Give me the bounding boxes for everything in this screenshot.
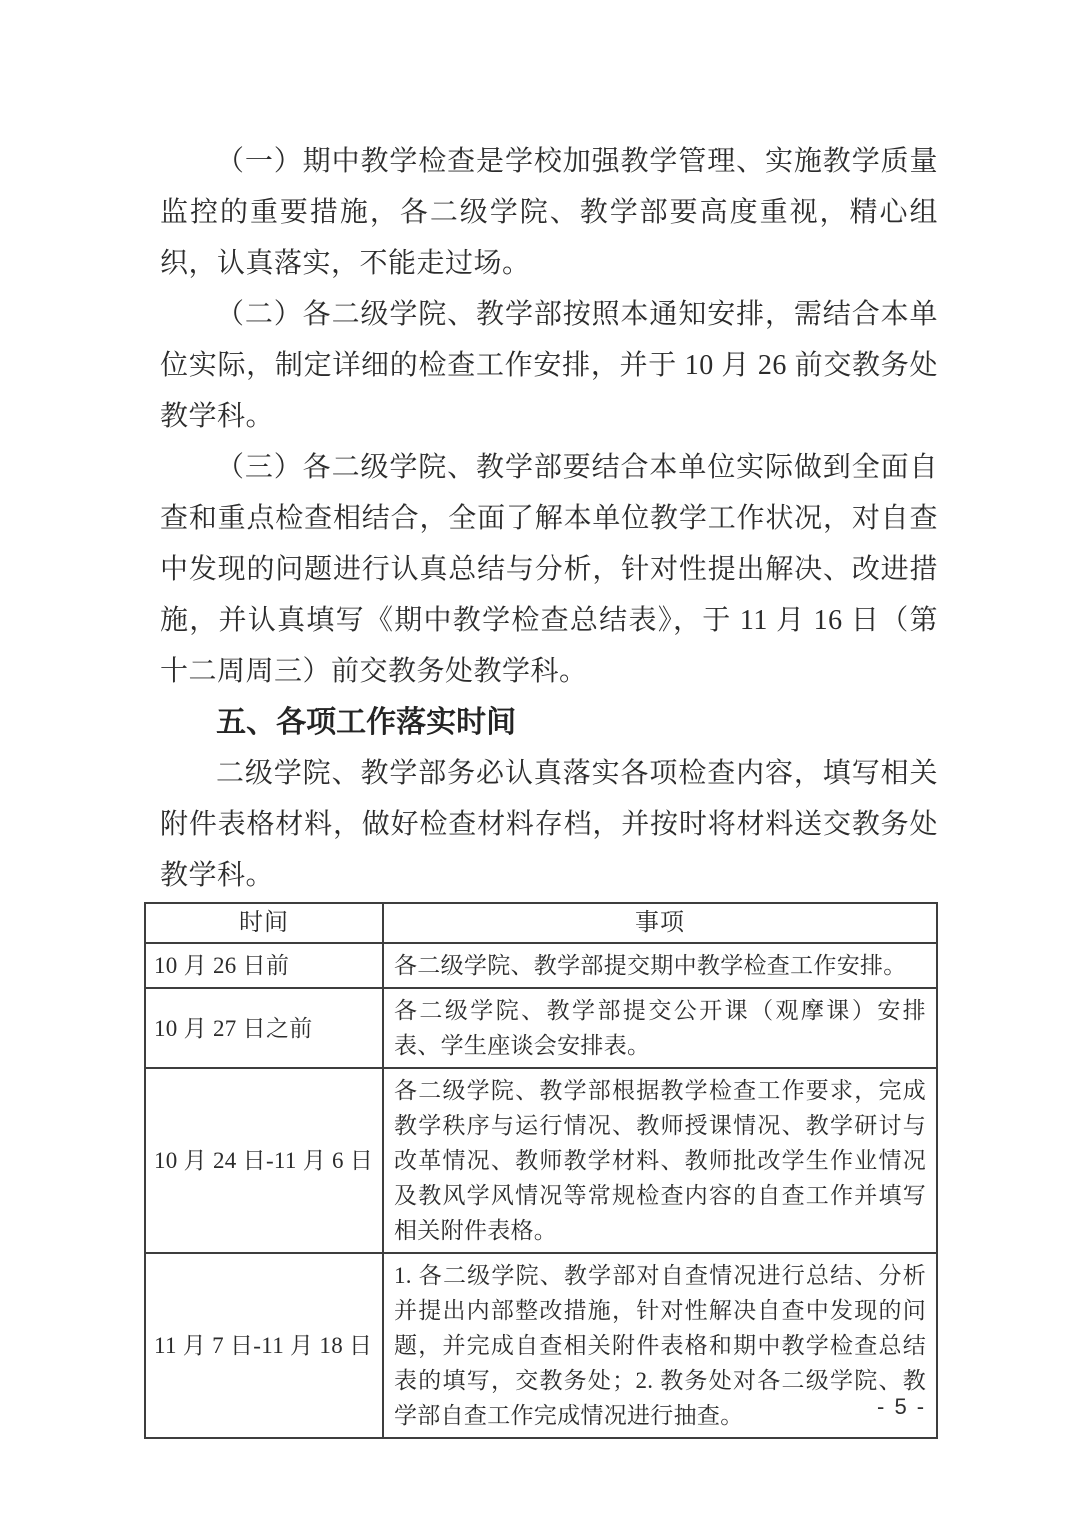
cell-time: 10 月 27 日之前 bbox=[145, 988, 383, 1068]
schedule-table bbox=[144, 902, 938, 1439]
paragraph-item-3: （三）各二级学院、教学部要结合本单位实际做到全面自查和重点检查相结合，全面了解本单位教学工作状况，对自查中发现的问题进行认真总结与分析，针对性提出解决、改进措施，并认真填写《期中教学检查总结表》，于 11 月 16 日（第十二周周三）前交教务处教学科。 bbox=[160, 452, 938, 687]
section-heading: 五、各项工作落实时间 bbox=[216, 706, 517, 739]
cell-time: 11 月 7 日-11 月 18 日 bbox=[145, 1253, 383, 1438]
paragraph-item-2: （二）各二级学院、教学部按照本通知安排，需结合本单位实际，制定详细的检查工作安排，并于 10 月 26 前交教务处教学科。 bbox=[160, 299, 938, 432]
page-number: - 5 - bbox=[877, 1394, 927, 1419]
paragraph-item-1: （一）期中教学检查是学校加强教学管理、实施教学质量监控的重要措施，各二级学院、教学部要高度重视，精心组织，认真落实，不能走过场。 bbox=[160, 146, 938, 279]
table-row bbox=[145, 988, 937, 1068]
column-header-item: 事项 bbox=[383, 903, 937, 943]
column-header-time: 时间 bbox=[145, 903, 383, 943]
table-header-row bbox=[145, 903, 937, 943]
document-body bbox=[154, 136, 938, 1439]
cell-item: 各二级学院、教学部根据教学检查工作要求，完成教学秩序与运行情况、教师授课情况、教学研讨与改革情况、教师教学材料、教师批改学生作业情况及教风学风情况等常规检查内容的自查工作并填写相关附件表格。 bbox=[383, 1068, 937, 1253]
cell-item: 各二级学院、教学部提交期中教学检查工作安排。 bbox=[383, 943, 937, 988]
cell-time: 10 月 24 日-11 月 6 日 bbox=[145, 1068, 383, 1253]
section-paragraph: 二级学院、教学部务必认真落实各项检查内容，填写相关附件表格材料，做好检查材料存档，并按时将材料送交教务处教学科。 bbox=[160, 758, 938, 891]
table-row bbox=[145, 943, 937, 988]
cell-item: 1. 各二级学院、教学部对自查情况进行总结、分析并提出内部整改措施，针对性解决自查中发现的问题，并完成自查相关附件表格和期中教学检查总结表的填写，交教务处；2. 教务处对各二级学院、教学部自查工作完成情况进行抽查。 bbox=[383, 1253, 937, 1438]
table-row bbox=[145, 1253, 937, 1438]
cell-item: 各二级学院、教学部提交公开课（观摩课）安排表、学生座谈会安排表。 bbox=[383, 988, 937, 1068]
table-row bbox=[145, 1068, 937, 1253]
cell-time: 10 月 26 日前 bbox=[145, 943, 383, 988]
